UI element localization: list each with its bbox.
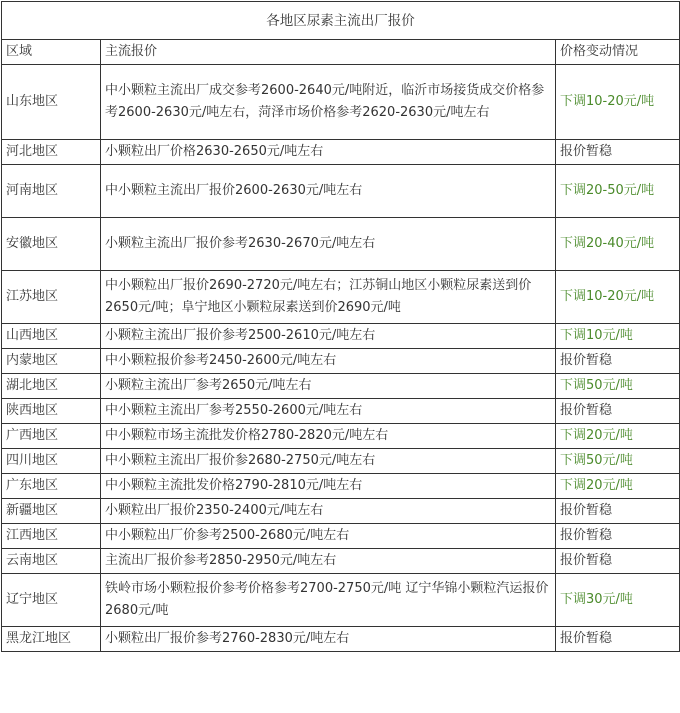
region-cell: 河北地区 xyxy=(2,140,101,165)
price-cell: 小颗粒主流出厂报价参考2630-2670元/吨左右 xyxy=(101,218,556,271)
region-cell: 内蒙地区 xyxy=(2,349,101,374)
table-row xyxy=(2,399,680,424)
table-row xyxy=(2,524,680,549)
region-cell: 山西地区 xyxy=(2,324,101,349)
price-table-body xyxy=(2,2,680,652)
table-row xyxy=(2,474,680,499)
price-cell: 小颗粒出厂报价参考2760-2830元/吨左右 xyxy=(101,627,556,652)
change-cell: 下调50元/吨 xyxy=(556,449,680,474)
change-cell: 下调30元/吨 xyxy=(556,574,680,627)
price-cell: 铁岭市场小颗粒报价参考价格参考2700-2750元/吨 辽宁华锦小颗粒汽运报价2680元/吨 xyxy=(101,574,556,627)
price-cell: 中小颗粒主流出厂报价2600-2630元/吨左右 xyxy=(101,165,556,218)
title-row xyxy=(2,2,680,40)
change-cell: 下调10-20元/吨 xyxy=(556,65,680,140)
table-row xyxy=(2,499,680,524)
price-cell: 小颗粒出厂价格2630-2650元/吨左右 xyxy=(101,140,556,165)
table-title: 各地区尿素主流出厂报价 xyxy=(2,2,680,40)
region-cell: 黑龙江地区 xyxy=(2,627,101,652)
price-cell: 中小颗粒出厂价参考2500-2680元/吨左右 xyxy=(101,524,556,549)
change-cell: 下调50元/吨 xyxy=(556,374,680,399)
region-cell: 山东地区 xyxy=(2,65,101,140)
price-cell: 小颗粒主流出厂参考2650元/吨左右 xyxy=(101,374,556,399)
table-row xyxy=(2,424,680,449)
change-cell: 报价暂稳 xyxy=(556,549,680,574)
header-price: 主流报价 xyxy=(101,40,556,65)
change-cell: 下调10-20元/吨 xyxy=(556,271,680,324)
change-cell: 下调20-40元/吨 xyxy=(556,218,680,271)
table-row xyxy=(2,65,680,140)
region-cell: 广西地区 xyxy=(2,424,101,449)
change-cell: 报价暂稳 xyxy=(556,524,680,549)
price-cell: 小颗粒主流出厂报价参考2500-2610元/吨左右 xyxy=(101,324,556,349)
header-region: 区域 xyxy=(2,40,101,65)
table-row xyxy=(2,349,680,374)
price-cell: 中小颗粒主流出厂成交参考2600-2640元/吨附近，临沂市场接货成交价格参考2600-2630元/吨左右，菏泽市场价格参考2620-2630元/吨左右 xyxy=(101,65,556,140)
change-cell: 报价暂稳 xyxy=(556,499,680,524)
price-cell: 中小颗粒主流出厂参考2550-2600元/吨左右 xyxy=(101,399,556,424)
change-cell: 下调20元/吨 xyxy=(556,474,680,499)
header-row xyxy=(2,40,680,65)
price-cell: 中小颗粒主流批发价格2790-2810元/吨左右 xyxy=(101,474,556,499)
table-row xyxy=(2,165,680,218)
table-row xyxy=(2,449,680,474)
region-cell: 云南地区 xyxy=(2,549,101,574)
change-cell: 报价暂稳 xyxy=(556,627,680,652)
header-change: 价格变动情况 xyxy=(556,40,680,65)
table-row xyxy=(2,271,680,324)
region-cell: 陕西地区 xyxy=(2,399,101,424)
region-cell: 湖北地区 xyxy=(2,374,101,399)
table-row xyxy=(2,574,680,627)
table-row xyxy=(2,140,680,165)
change-cell: 下调20-50元/吨 xyxy=(556,165,680,218)
region-cell: 江西地区 xyxy=(2,524,101,549)
table-row xyxy=(2,627,680,652)
price-cell: 中小颗粒主流出厂报价参2680-2750元/吨左右 xyxy=(101,449,556,474)
price-cell: 中小颗粒市场主流批发价格2780-2820元/吨左右 xyxy=(101,424,556,449)
change-cell: 下调20元/吨 xyxy=(556,424,680,449)
table-row xyxy=(2,374,680,399)
table-row xyxy=(2,324,680,349)
region-cell: 四川地区 xyxy=(2,449,101,474)
change-cell: 下调10元/吨 xyxy=(556,324,680,349)
price-cell: 中小颗粒出厂报价2690-2720元/吨左右；江苏铜山地区小颗粒尿素送到价2650元/吨；阜宁地区小颗粒尿素送到价2690元/吨 xyxy=(101,271,556,324)
region-cell: 辽宁地区 xyxy=(2,574,101,627)
region-cell: 广东地区 xyxy=(2,474,101,499)
table-row xyxy=(2,549,680,574)
change-cell: 报价暂稳 xyxy=(556,140,680,165)
region-cell: 河南地区 xyxy=(2,165,101,218)
table-row xyxy=(2,218,680,271)
price-table xyxy=(1,1,680,652)
region-cell: 新疆地区 xyxy=(2,499,101,524)
price-cell: 主流出厂报价参考2850-2950元/吨左右 xyxy=(101,549,556,574)
price-cell: 小颗粒出厂报价2350-2400元/吨左右 xyxy=(101,499,556,524)
change-cell: 报价暂稳 xyxy=(556,349,680,374)
region-cell: 江苏地区 xyxy=(2,271,101,324)
price-cell: 中小颗粒报价参考2450-2600元/吨左右 xyxy=(101,349,556,374)
region-cell: 安徽地区 xyxy=(2,218,101,271)
change-cell: 报价暂稳 xyxy=(556,399,680,424)
